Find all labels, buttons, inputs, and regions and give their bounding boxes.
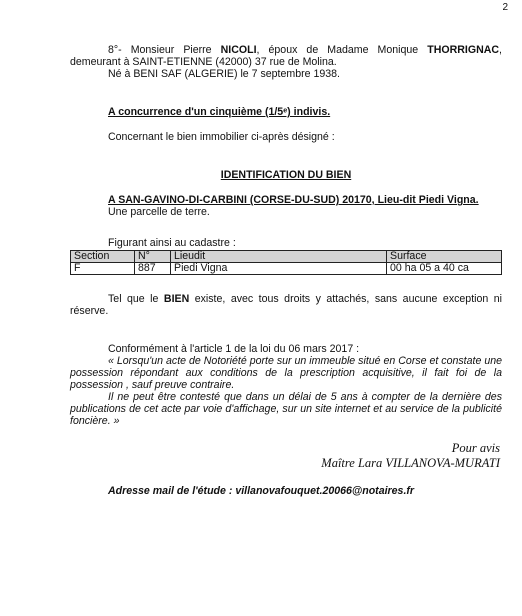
col-header-section: Section xyxy=(71,251,135,263)
cadastre-intro: Figurant ainsi au cadastre : xyxy=(108,237,236,249)
contact-email-line: Adresse mail de l'étude : villanovafouquet.20066@notaires.fr xyxy=(108,485,415,497)
col-header-surface: Surface xyxy=(387,251,502,263)
party-birth: Né à BENI SAF (ALGERIE) le 7 septembre 1938. xyxy=(108,68,340,80)
concerning-line: Concernant le bien immobilier ci-après désigné : xyxy=(108,131,335,143)
existence-keyword: BIEN xyxy=(163,293,190,305)
existence-text: Tel que le xyxy=(108,293,164,305)
party-text: 8°- Monsieur Pierre xyxy=(108,44,221,56)
cadastre-table xyxy=(70,250,502,275)
party-surname: NICOLI xyxy=(220,44,257,56)
signature-line-1: Pour avis xyxy=(451,441,500,455)
signature-line-2: Maître Lara VILLANOVA-MURATI xyxy=(321,456,500,470)
page-number: 2 xyxy=(502,2,508,13)
signature-block xyxy=(70,441,502,471)
cell-lieudit: Piedi Vigna xyxy=(171,263,387,275)
existence-paragraph xyxy=(70,293,502,317)
share-line xyxy=(70,106,502,118)
existence-text-end: existe, avec tous droits y attachés, sans aucune exception ni réserve. xyxy=(70,293,503,317)
document-body xyxy=(70,44,502,497)
cell-number: 887 xyxy=(135,263,171,275)
party-paragraph xyxy=(70,44,502,68)
property-description: Une parcelle de terre. xyxy=(108,206,210,218)
identification-title: IDENTIFICATION DU BIEN xyxy=(220,169,352,181)
party-address: , demeurant à SAINT-ETIENNE (42000) 37 rue de Molina. xyxy=(70,44,502,68)
cadastre-header-row xyxy=(71,251,502,263)
property-location: A SAN-GAVINO-DI-CARBINI (CORSE-DU-SUD) 20170, Lieu-dit Piedi Vigna. xyxy=(108,194,479,206)
col-header-number: N° xyxy=(135,251,171,263)
law-intro: Conformément à l'article 1 de la loi du 06 mars 2017 : xyxy=(108,343,360,355)
cell-section: F xyxy=(71,263,135,275)
law-paragraph-2: Il ne peut être contesté que dans un délai de 5 ans à compter de la dernière des publications de cet acte par voie d'affichage, sur un site internet et au service de la publicité foncière. » xyxy=(70,391,502,427)
law-paragraph-1: « Lorsqu'un acte de Notoriété porte sur un immeuble situé en Corse et constate une possession répondant aux conditions de la prescription acquisitive, il fait foi de la possession , sauf preuve contraire. xyxy=(70,355,502,391)
spouse-surname: THORRIGNAC xyxy=(427,44,500,56)
col-header-lieudit: Lieudit xyxy=(171,251,387,263)
share-text: A concurrence d'un cinquième (1/5ᵉ) indivis. xyxy=(108,106,331,118)
cell-surface: 00 ha 05 a 40 ca xyxy=(387,263,502,275)
party-text-mid: , époux de Madame Monique xyxy=(256,44,428,56)
table-row xyxy=(71,263,502,275)
